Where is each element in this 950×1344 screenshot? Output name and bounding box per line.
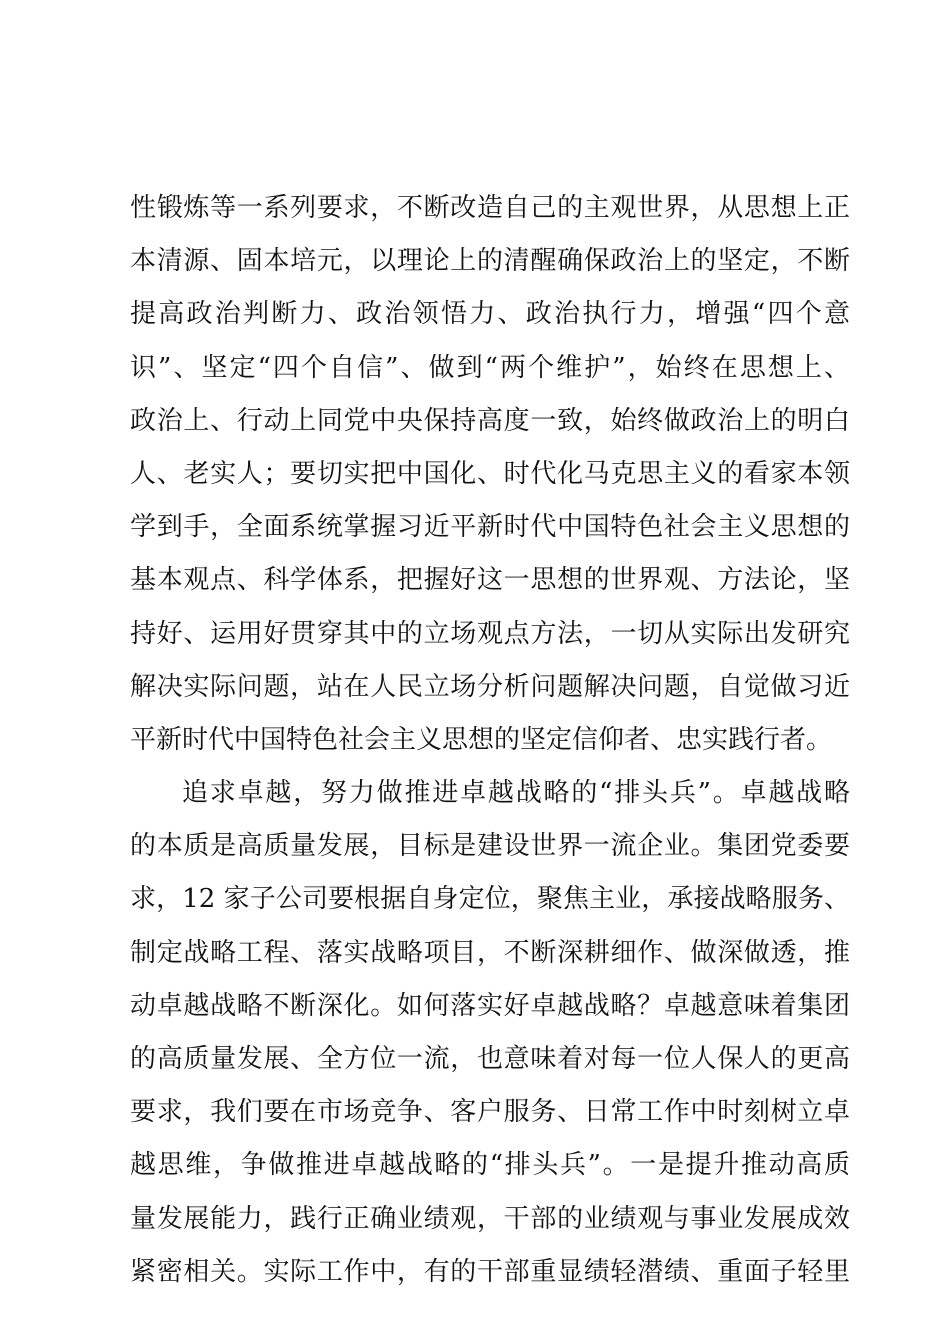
text-line: 求，12 家子公司要根据自身定位，聚焦主业，承接战略服务、 [130,884,850,915]
text-line: 持好、运用好贯穿其中的立场观点方法，一切从实际出发研究 [130,618,850,649]
text-line: 平新时代中国特色社会主义思想的坚定信仰者、忠实践行者。 [130,724,833,755]
text-line: 本清源、固本培元，以理论上的清醒确保政治上的坚定，不断 [130,246,850,277]
text-line: 政治上、行动上同党中央保持高度一致，始终做政治上的明白 [130,405,850,436]
paragraph-2 [130,767,850,1299]
text-line: 的高质量发展、全方位一流，也意味着对每一位人保人的更高 [130,1044,850,1074]
text-line: 提高政治判断力、政治领悟力、政治执行力，增强“四个意 [130,299,850,330]
text-line: 解决实际问题，站在人民立场分析问题解决问题，自觉做习近 [130,671,850,702]
text-line: 追求卓越，努力做推进卓越战略的“排头兵”。卓越战略 [182,778,850,809]
text-line: 要求，我们要在市场竞争、客户服务、日常工作中时刻树立卓 [130,1097,850,1128]
text-line: 的本质是高质量发展，目标是建设世界一流企业。集团党委要 [130,831,850,862]
text-line: 基本观点、科学体系，把握好这一思想的世界观、方法论，坚 [130,565,850,596]
text-line: 制定战略工程、落实战略项目，不断深耕细作、做深做透，推 [130,937,850,968]
text-line: 紧密相关。实际工作中，有的干部重显绩轻潜绩、重面子轻里 [130,1256,850,1287]
text-line: 动卓越战略不断深化。如何落实好卓越战略？卓越意味着集团 [130,990,850,1021]
text-line: 识”、坚定“四个自信”、做到“两个维护”，始终在思想上、 [130,352,850,383]
text-line: 量发展能力，践行正确业绩观，干部的业绩观与事业发展成效 [130,1203,850,1234]
paragraph-1 [130,182,850,767]
body-text [130,182,850,1299]
text-line: 越思维，争做推进卓越战略的“排头兵”。一是提升推动高质 [130,1150,850,1181]
text-line: 人、老实人；要切实把中国化、时代化马克思主义的看家本领 [130,458,850,489]
text-line: 学到手，全面系统掌握习近平新时代中国特色社会主义思想的 [130,512,850,543]
text-line: 性锻炼等一系列要求，不断改造自己的主观世界，从思想上正 [130,193,850,223]
